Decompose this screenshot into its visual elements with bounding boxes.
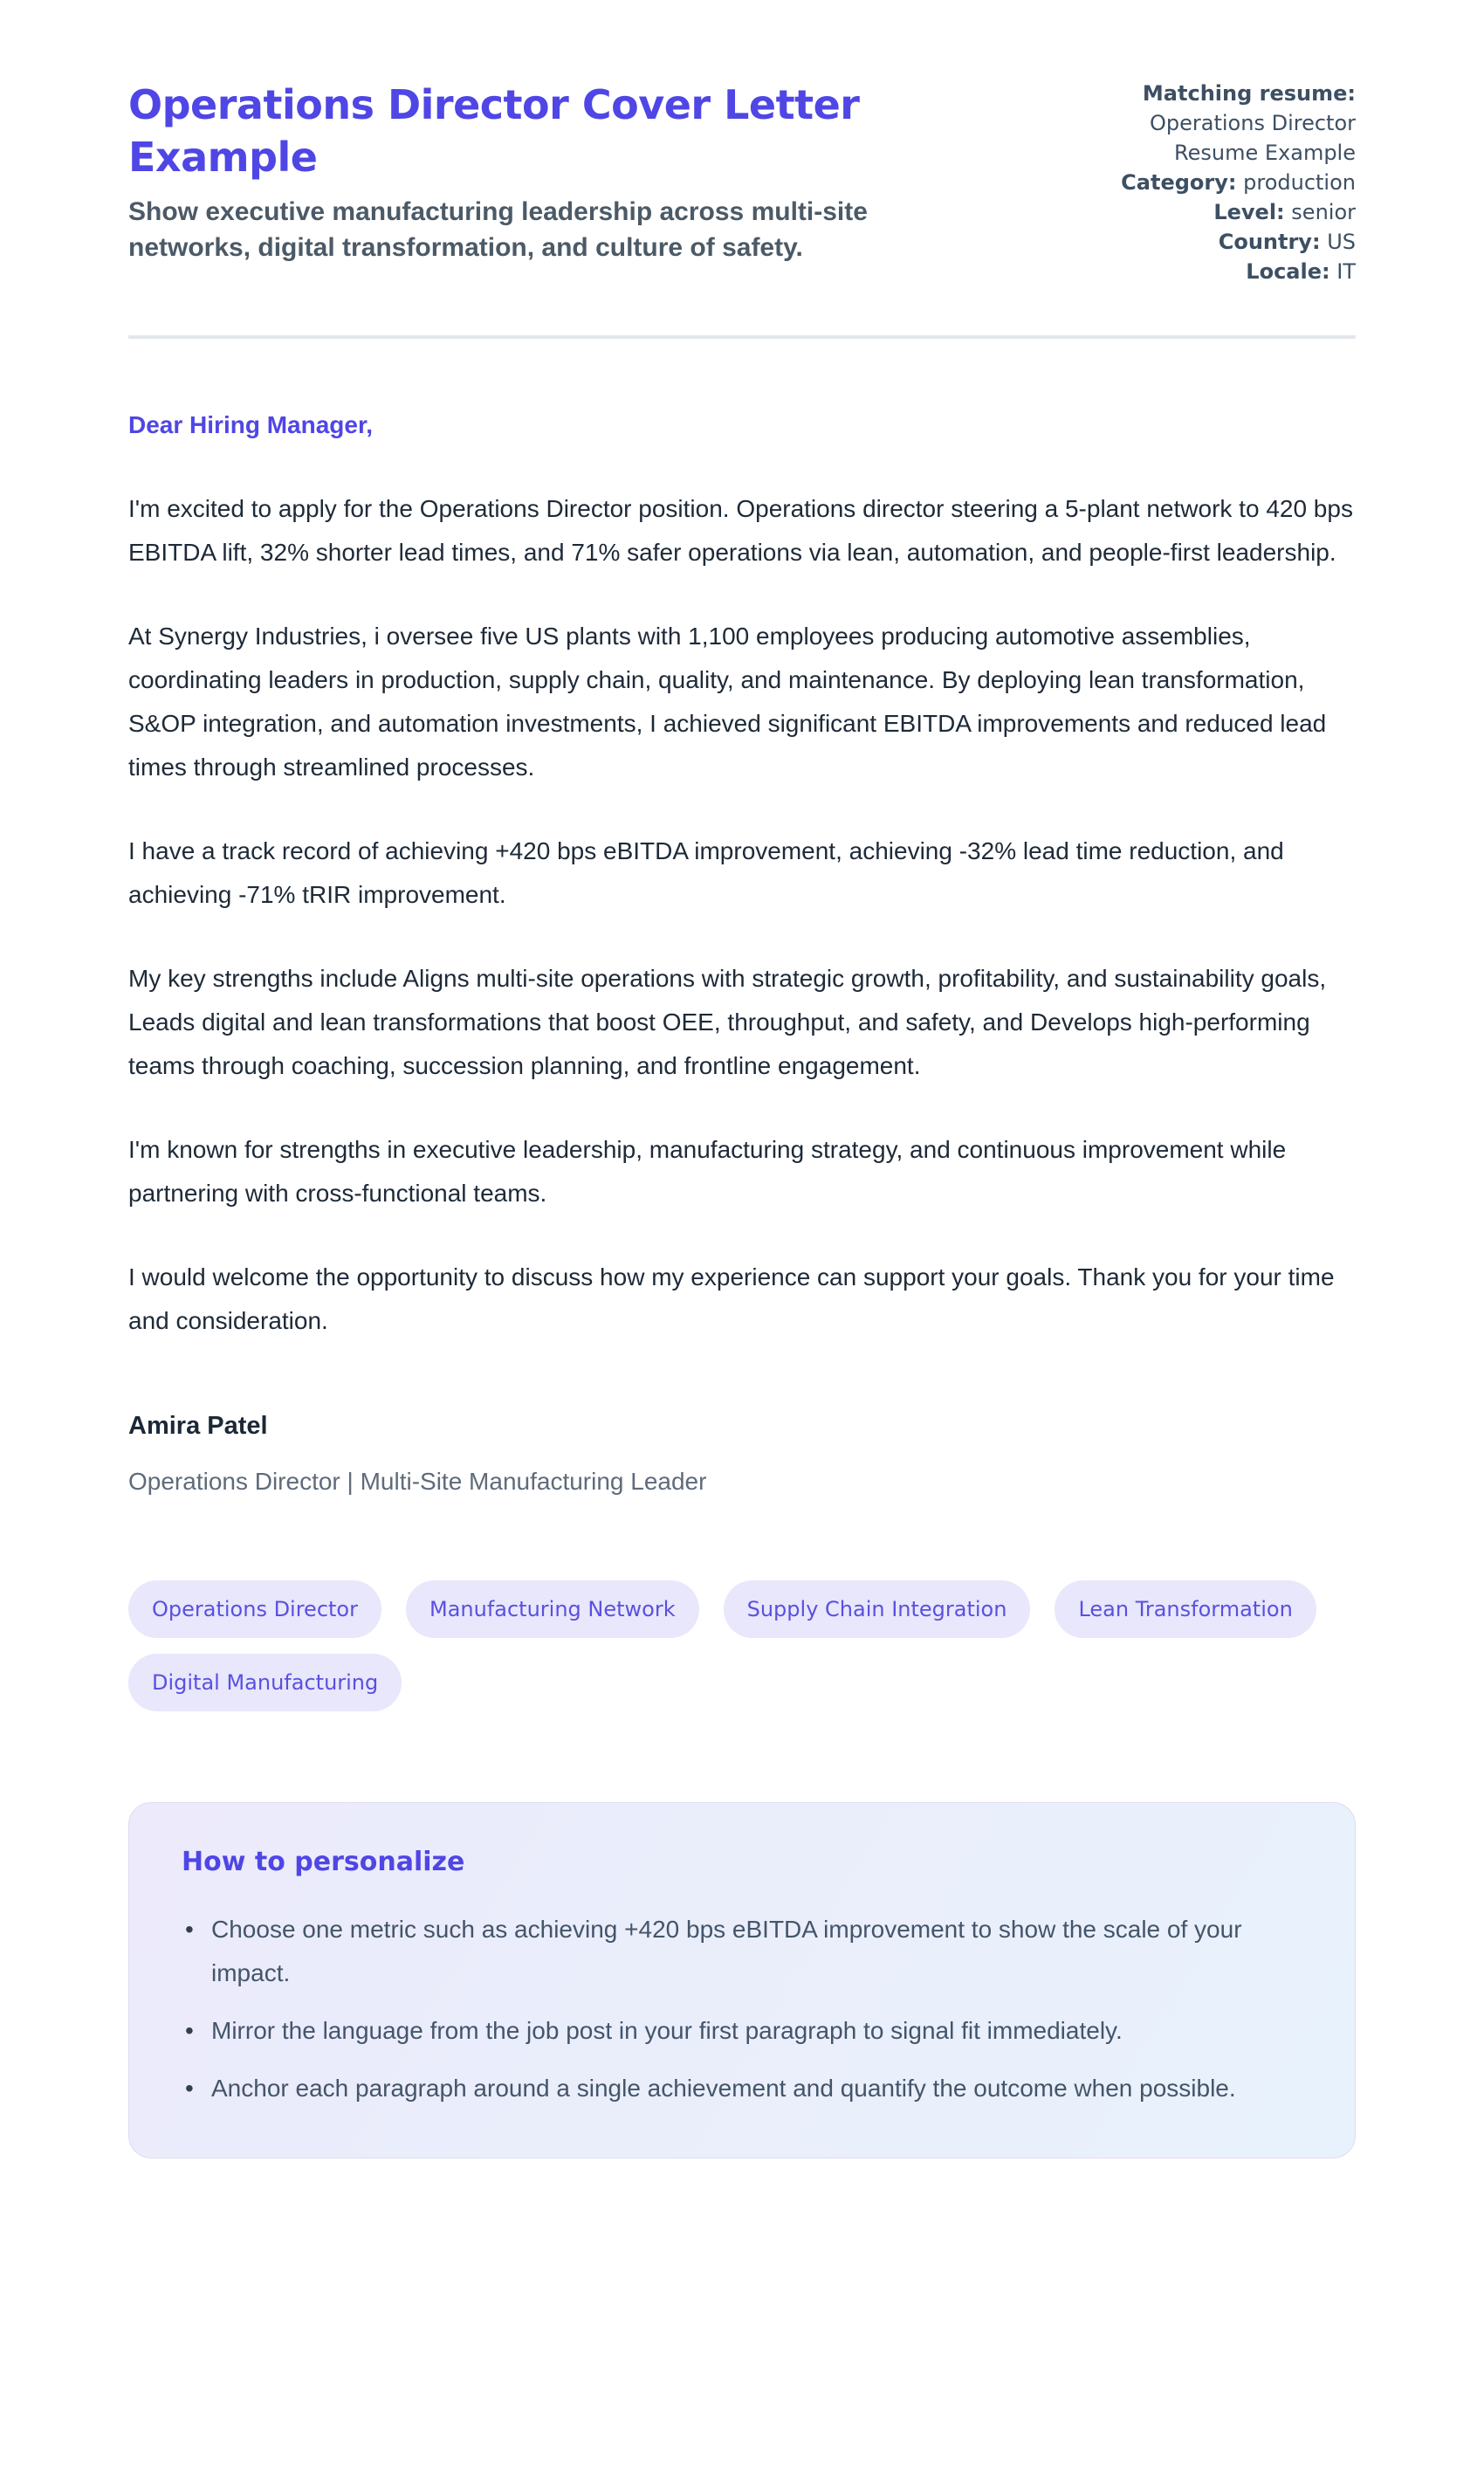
meta-value: Operations Director Resume Example (1150, 111, 1356, 165)
letter-paragraph: I'm excited to apply for the Operations Director position. Operations director steering a 5-plant network to 420 bps EBITDA lift, 32% shorter lead times, and 71% safer operations via lean, automation, and people-first leadership. (128, 495, 1353, 566)
signature-name: Amira Patel (128, 1412, 268, 1440)
meta-label: Matching resume: (1142, 81, 1356, 106)
personalize-callout (128, 1802, 1356, 2158)
meta-value: US (1327, 230, 1356, 254)
header-divider (128, 335, 1356, 339)
letter-paragraph: My key strengths include Aligns multi-site operations with strategic growth, profitability, and sustainability goals, Leads digital and lean transformations that boost OEE, throughput, and safety, and Develops high-performing teams through coaching, succession planning, and frontline engagement. (128, 965, 1327, 1079)
letter-salutation: Dear Hiring Manager, (128, 411, 374, 438)
personalize-title: How to personalize (182, 1847, 465, 1877)
keyword-tag-pill[interactable]: Supply Chain Integration (724, 1580, 1031, 1638)
meta-row (1062, 227, 1356, 257)
personalize-tip: • Mirror the language from the job post in your first paragraph to signal fit immediately. (175, 2009, 1309, 2053)
meta-label: Locale: (1246, 259, 1330, 284)
page-subtitle: Show executive manufacturing leadership across multi-site networks, digital transformation, and culture of safety. (128, 197, 868, 262)
meta-row (1062, 257, 1356, 286)
meta-label: Country: (1218, 230, 1321, 254)
keyword-tag-pill[interactable]: Manufacturing Network (406, 1580, 699, 1638)
meta-label: Category: (1121, 170, 1237, 195)
letter-paragraph: At Synergy Industries, i oversee five US plants with 1,100 employees producing automotive assemblies, coordinating leaders in production, supply chain, quality, and maintenance. By deploying lean transformation, S&OP integration, and automation investments, I achieved significant EBITDA improvements and reduced lead times through streamlined processes. (128, 623, 1327, 781)
header-title-block (128, 79, 879, 265)
keyword-tag-pill[interactable]: Lean Transformation (1055, 1580, 1316, 1638)
letter-body (128, 487, 1356, 1343)
page-header (128, 79, 1356, 286)
keyword-tags (128, 1580, 1356, 1711)
resume-meta-block (1062, 79, 1356, 286)
meta-row (1062, 197, 1356, 227)
page-title: Operations Director Cover Letter Example (128, 81, 860, 181)
keyword-tag-pill[interactable]: Operations Director (128, 1580, 381, 1638)
letter-paragraph: I have a track record of achieving +420 bps eBITDA improvement, achieving -32% lead time reduction, and achieving -71% tRIR improvement. (128, 837, 1284, 908)
personalize-tip: • Anchor each paragraph around a single achievement and quantify the outcome when possible. (175, 2067, 1309, 2110)
letter-paragraph: I would welcome the opportunity to discuss how my experience can support your goals. Thank you for your time and consideration. (128, 1263, 1335, 1334)
personalize-list (175, 1908, 1309, 2110)
meta-row (1062, 168, 1356, 197)
meta-value: IT (1336, 259, 1356, 284)
meta-value: production (1243, 170, 1356, 195)
meta-label: Level: (1213, 200, 1285, 224)
letter-paragraph: I'm known for strengths in executive leadership, manufacturing strategy, and continuous improvement while partnering with cross-functional teams. (128, 1136, 1287, 1207)
meta-value: senior (1291, 200, 1356, 224)
personalize-tip: • Choose one metric such as achieving +420 bps eBITDA improvement to show the scale of your impact. (175, 1908, 1309, 1995)
keyword-tag-pill[interactable]: Digital Manufacturing (128, 1654, 402, 1711)
page-content (128, 0, 1356, 2242)
meta-row (1062, 79, 1356, 168)
signature-title: Operations Director | Multi-Site Manufacturing Leader (128, 1468, 707, 1495)
